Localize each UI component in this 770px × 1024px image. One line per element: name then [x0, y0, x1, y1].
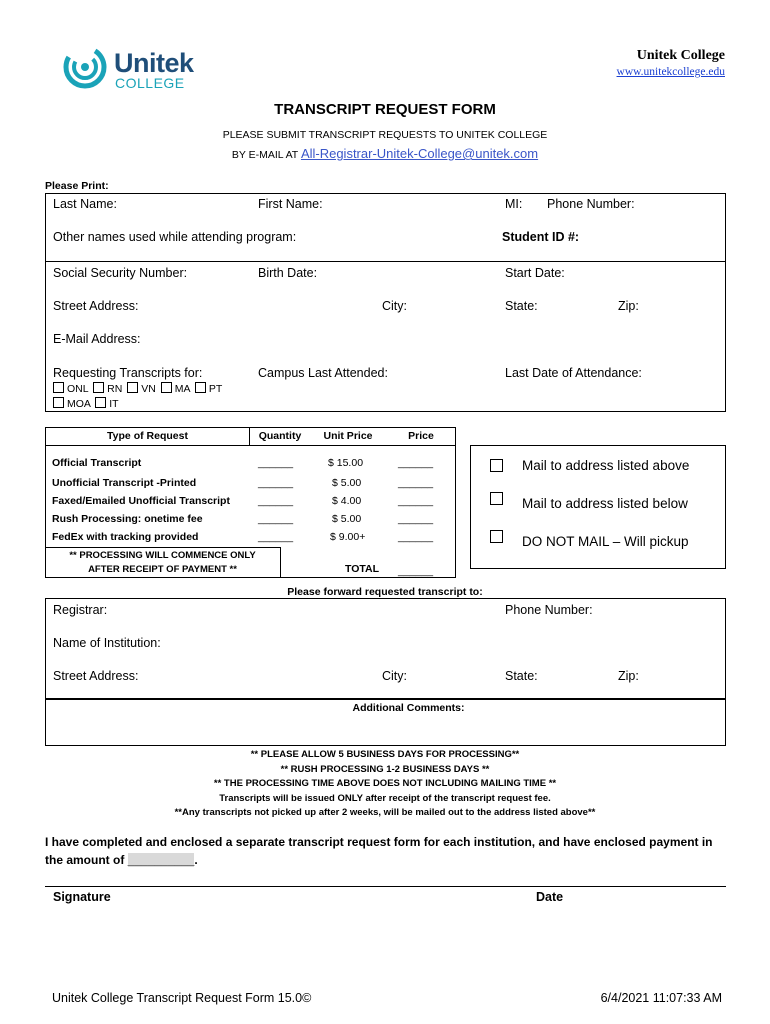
checkbox-moa[interactable]: MOA	[51, 398, 90, 410]
college-logo	[62, 44, 202, 94]
note-line: ** RUSH PROCESSING 1-2 BUSINESS DAYS **	[280, 763, 490, 775]
note-line: **Any transcripts not picked up after 2 weeks, will be mailed out to the address listed above**	[174, 807, 596, 819]
row-quantity[interactable]: ______	[258, 495, 294, 507]
city-field[interactable]: City:	[382, 299, 407, 313]
row-price[interactable]: ______	[398, 531, 434, 543]
forward-street-field[interactable]: Street Address:	[53, 669, 139, 683]
note-line: ** PLEASE ALLOW 5 BUSINESS DAYS FOR PROCESSING**	[250, 749, 520, 760]
forward-city-field[interactable]: City:	[382, 669, 407, 683]
last-name-field[interactable]: Last Name:	[53, 197, 117, 211]
email-field[interactable]: E-Mail Address:	[53, 332, 141, 346]
row-type: Official Transcript	[52, 457, 142, 469]
last-date-field[interactable]: Last Date of Attendance:	[505, 366, 642, 380]
registrar-field[interactable]: Registrar:	[53, 603, 108, 617]
forward-heading: Please forward requested transcript to:	[287, 586, 483, 598]
divider	[45, 261, 726, 262]
amount-label: the amount of	[45, 853, 128, 867]
mi-field[interactable]: MI:	[505, 197, 523, 211]
comments-heading: Additional Comments:	[352, 702, 465, 714]
row-price[interactable]: ______	[398, 477, 434, 489]
amount-period: .	[194, 853, 198, 867]
ssn-field[interactable]: Social Security Number:	[53, 266, 188, 280]
birth-date-field[interactable]: Birth Date:	[258, 266, 318, 280]
header-quantity: Quantity	[258, 430, 302, 442]
forward-zip-field[interactable]: Zip:	[618, 669, 639, 683]
footer-timestamp: 6/4/2021 11:07:33 AM	[600, 991, 722, 1005]
row-unit-price: $ 5.00	[332, 513, 362, 525]
student-id-field[interactable]: Student ID #:	[502, 230, 580, 244]
checkbox-it[interactable]: IT	[93, 398, 118, 410]
header-type: Type of Request	[107, 430, 188, 442]
row-unit-price: $ 4.00	[332, 495, 362, 507]
logo-wordmark: Unitek	[114, 48, 194, 78]
other-names-field[interactable]: Other names used while attending program:	[53, 230, 297, 244]
note-line: ** THE PROCESSING TIME ABOVE DOES NOT INCLUDING MAILING TIME **	[213, 778, 557, 790]
signature-label: Signature	[53, 890, 111, 904]
checkbox-rn[interactable]: RN	[91, 383, 122, 395]
row-type: FedEx with tracking provided	[52, 531, 199, 543]
row-type: Rush Processing: onetime fee	[52, 513, 203, 525]
checkbox[interactable]	[490, 530, 503, 543]
declaration-line-1: I have completed and enclosed a separate transcript request form for each institution, and have enclosed payment in	[45, 835, 713, 849]
registrar-email-link[interactable]: All-Registrar-Unitek-College@unitek.com	[300, 146, 539, 161]
table-note-right	[280, 547, 281, 578]
first-name-field[interactable]: First Name:	[258, 197, 323, 211]
forward-state-field[interactable]: State:	[505, 669, 538, 683]
processing-note-2: AFTER RECEIPT OF PAYMENT **	[88, 564, 237, 575]
email-instruction	[0, 145, 770, 163]
college-name: Unitek College	[636, 48, 725, 63]
zip-field[interactable]: Zip:	[618, 299, 639, 313]
institution-field[interactable]: Name of Institution:	[53, 636, 161, 650]
college-website-link[interactable]: www.unitekcollege.edu	[616, 66, 725, 78]
amount-field[interactable]: __________	[127, 853, 195, 867]
row-price[interactable]: ______	[398, 495, 434, 507]
requesting-for-label: Requesting Transcripts for:	[53, 366, 203, 380]
campus-field[interactable]: Campus Last Attended:	[258, 366, 388, 380]
row-quantity[interactable]: ______	[258, 531, 294, 543]
forward-phone-field[interactable]: Phone Number:	[505, 603, 593, 617]
program-checkboxes-row1	[51, 382, 222, 395]
footer-form-name: Unitek College Transcript Request Form 15.0©	[52, 991, 312, 1005]
row-price[interactable]: ______	[398, 513, 434, 525]
checkbox[interactable]	[490, 459, 503, 472]
date-label: Date	[536, 890, 564, 904]
logo-subtext: COLLEGE	[115, 75, 185, 91]
processing-notes	[0, 748, 770, 821]
email-prefix: BY E-MAIL AT	[231, 149, 301, 161]
row-type: Unofficial Transcript -Printed	[52, 477, 197, 489]
row-type: Faxed/Emailed Unofficial Transcript	[52, 495, 230, 507]
state-field[interactable]: State:	[505, 299, 538, 313]
header-price: Price	[408, 430, 434, 442]
checkbox-vn[interactable]: VN	[125, 383, 156, 395]
form-title: TRANSCRIPT REQUEST FORM	[274, 101, 496, 118]
street-field[interactable]: Street Address:	[53, 299, 139, 313]
program-checkboxes-row2	[51, 397, 119, 410]
checkbox-ma[interactable]: MA	[159, 383, 190, 395]
declaration-line-2	[45, 853, 198, 867]
please-print-label: Please Print:	[45, 180, 109, 192]
row-unit-price: $ 15.00	[328, 457, 364, 469]
table-note-divider	[45, 547, 280, 548]
submit-instruction: PLEASE SUBMIT TRANSCRIPT REQUESTS TO UNITEK COLLEGE	[222, 129, 548, 141]
row-unit-price: $ 5.00	[332, 477, 362, 489]
checkbox-pt[interactable]: PT	[193, 383, 222, 395]
processing-note-1: ** PROCESSING WILL COMMENCE ONLY	[69, 550, 256, 561]
row-unit-price: $ 9.00+	[330, 531, 366, 543]
logo-swirl-icon	[62, 44, 108, 90]
note-line: Transcripts will be issued ONLY after receipt of the transcript request fee.	[219, 792, 551, 804]
signature-line	[45, 886, 726, 887]
checkbox[interactable]	[490, 492, 503, 505]
phone-field[interactable]: Phone Number:	[547, 197, 635, 211]
row-quantity[interactable]: ______	[258, 513, 294, 525]
row-quantity[interactable]: ______	[258, 477, 294, 489]
header-unit-price: Unit Price	[323, 430, 373, 442]
start-date-field[interactable]: Start Date:	[505, 266, 565, 280]
total-label: TOTAL	[345, 563, 380, 575]
checkbox-onl[interactable]: ONL	[51, 383, 88, 395]
row-price[interactable]: ______	[398, 457, 434, 469]
table-header-divider	[45, 445, 456, 446]
total-value[interactable]: ______	[398, 565, 434, 577]
row-quantity[interactable]: ______	[258, 457, 294, 469]
